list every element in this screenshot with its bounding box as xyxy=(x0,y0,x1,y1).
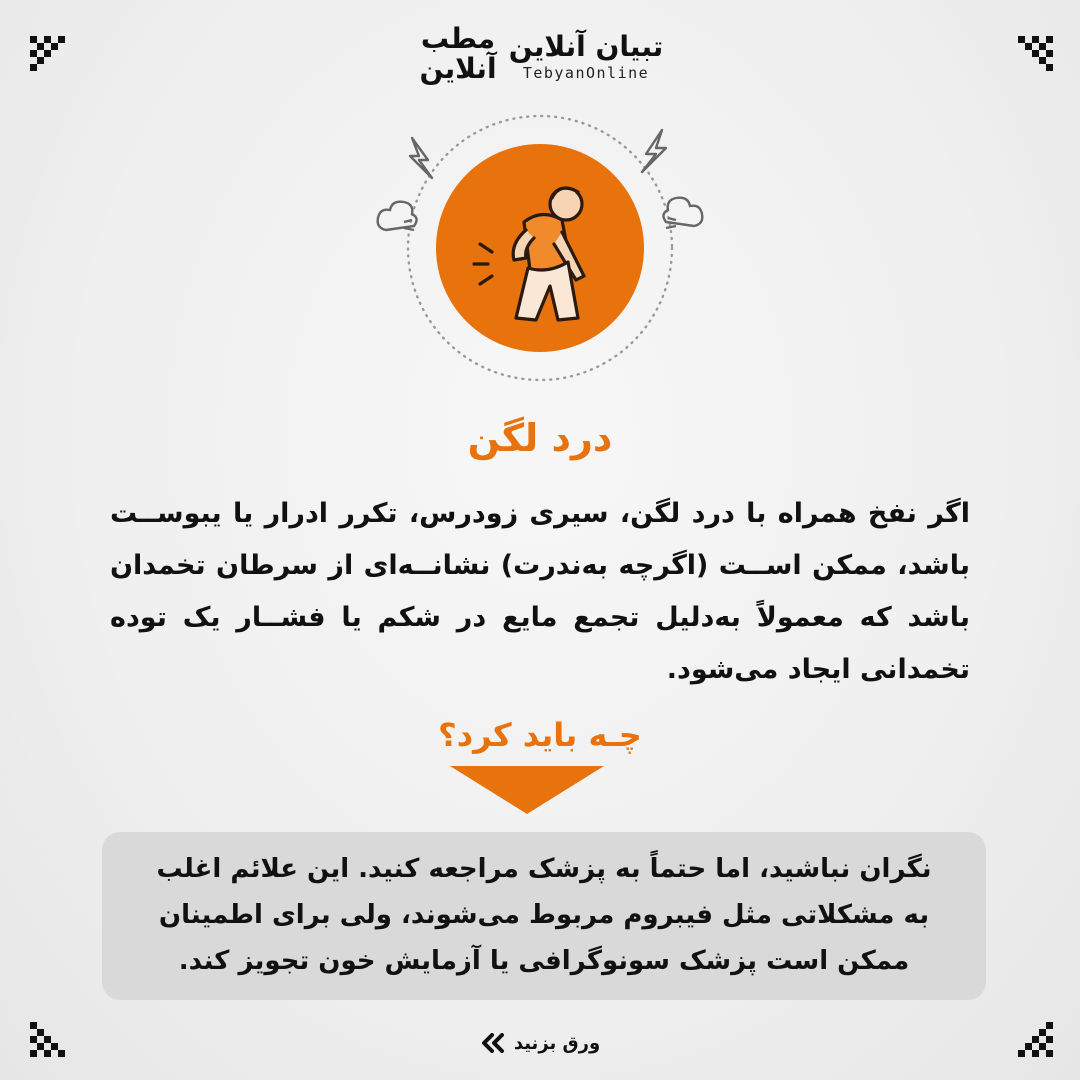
tebyan-logo-en: TebyanOnline xyxy=(522,64,650,82)
puff-right-icon xyxy=(663,198,702,228)
swipe-label: ورق بزنید xyxy=(513,1032,601,1054)
matab-logo-line2: آنلاین xyxy=(419,52,497,85)
tebyan-logo-fa: تبیان آنلاین xyxy=(508,30,664,63)
puff-left-icon xyxy=(378,202,417,230)
corner-ornament-icon xyxy=(1018,1022,1054,1058)
double-chevron-left-icon xyxy=(480,1033,506,1053)
swipe-hint[interactable] xyxy=(470,1028,610,1058)
hero-illustration xyxy=(0,0,1080,420)
lightning-left-icon xyxy=(410,138,432,178)
section-subtitle: چـه باید کرد؟ xyxy=(438,716,642,754)
page-title: درد لگن xyxy=(467,416,613,460)
matab-logo-line1: مطب xyxy=(420,22,496,55)
corner-ornament-icon xyxy=(30,1022,66,1058)
lightning-right-icon xyxy=(642,130,666,172)
advice-text: نگران نباشید، اما حتماً به پزشک مراجعه کنید. این علائم اغلب به مشکلاتی مثل فیبروم مربوط می‌شوند، ولی برای اطمینان ممکن است پزشک سونوگرافی یا آزمایش خون تجویز کند. xyxy=(156,854,932,976)
body-paragraph: اگر نفخ همراه با درد لگن، سیری زودرس، تکرر ادرار یا یبوســت باشد، ممکن اســت (اگرچه به‌ندرت) نشانــه‌ای از سرطان تخمدان باشد که معمولاً به‌دلیل تجمع مایع در شکم یا فشــار یک توده تخمدانی ایجاد می‌شود. xyxy=(110,498,970,685)
down-arrow-icon xyxy=(450,766,604,814)
advice-box xyxy=(102,832,986,1000)
